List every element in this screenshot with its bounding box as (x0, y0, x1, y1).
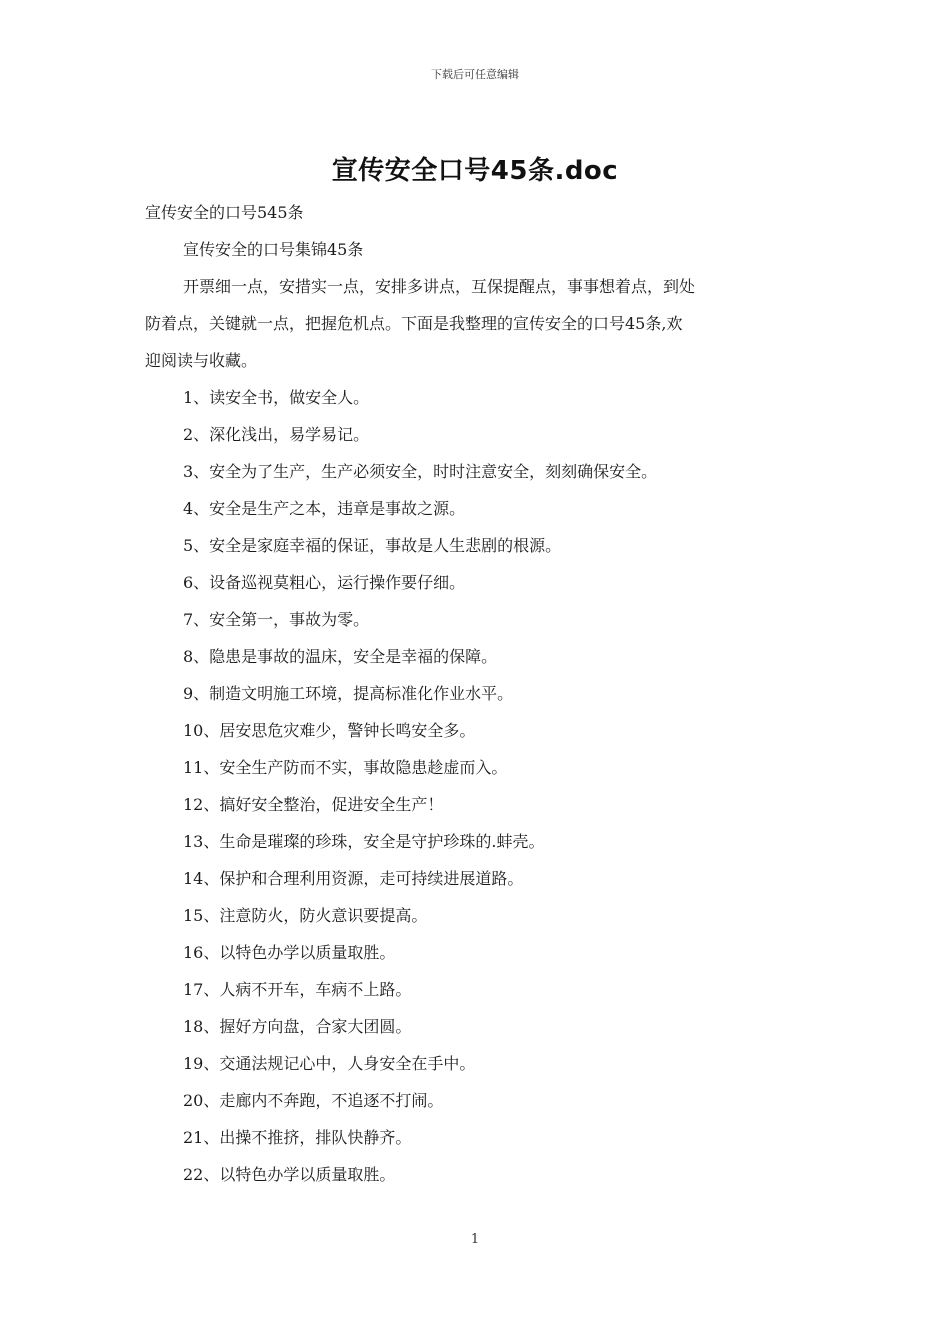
slogan-item: 8、隐患是事故的温床，安全是幸福的保障。 (183, 647, 498, 666)
intro-line: 开票细一点，安措实一点，安排多讲点，互保提醒点，事事想着点，到处 (183, 277, 696, 296)
slogan-item: 13、生命是璀璨的珍珠，安全是守护珍珠的.蚌壳。 (183, 832, 545, 851)
slogan-item: 21、出操不推挤，排队快静齐。 (183, 1128, 412, 1147)
slogan-item: 14、保护和合理利用资源，走可持续进展道路。 (183, 869, 524, 888)
slogan-item: 12、搞好安全整治，促进安全生产！ (183, 795, 444, 814)
page-number: 1 (470, 1232, 480, 1247)
slogan-item: 10、居安思危灾难少，警钟长鸣安全多。 (183, 721, 476, 740)
intro-line: 迎阅读与收藏。 (145, 351, 258, 370)
slogan-item: 11、安全生产防而不实，事故隐患趁虚而入。 (183, 758, 508, 777)
document-title: 宣传安全口号45条.doc (331, 156, 619, 186)
slogan-item: 9、制造文明施工环境，提高标准化作业水平。 (183, 684, 514, 703)
slogan-item: 6、设备巡视莫粗心，运行操作要仔细。 (183, 573, 466, 592)
section-heading: 宣传安全的口号集锦45条 (183, 240, 364, 259)
slogan-item: 2、深化浅出，易学易记。 (183, 425, 370, 444)
slogan-item: 1、读安全书，做安全人。 (183, 388, 370, 407)
slogan-item: 20、走廊内不奔跑，不追逐不打闹。 (183, 1091, 444, 1110)
slogan-item: 15、注意防火，防火意识要提高。 (183, 906, 428, 925)
page-header: 下载后可任意编辑 (431, 68, 519, 81)
slogan-item: 7、安全第一，事故为零。 (183, 610, 370, 629)
slogan-item: 19、交通法规记心中，人身安全在手中。 (183, 1054, 476, 1073)
document-body (145, 194, 810, 1193)
slogan-item: 18、握好方向盘，合家大团圆。 (183, 1017, 412, 1036)
intro-line: 防着点，关键就一点，把握危机点。下面是我整理的宣传安全的口号45条,欢 (145, 314, 683, 333)
slogan-item: 4、安全是生产之本，违章是事故之源。 (183, 499, 466, 518)
document-subtitle: 宣传安全的口号545条 (145, 203, 304, 222)
slogan-item: 22、以特色办学以质量取胜。 (183, 1165, 396, 1184)
slogan-item: 3、安全为了生产，生产必须安全，时时注意安全，刻刻确保安全。 (183, 462, 658, 481)
slogan-item: 16、以特色办学以质量取胜。 (183, 943, 396, 962)
slogan-item: 5、安全是家庭幸福的保证，事故是人生悲剧的根源。 (183, 536, 562, 555)
slogan-item: 17、人病不开车，车病不上路。 (183, 980, 412, 999)
